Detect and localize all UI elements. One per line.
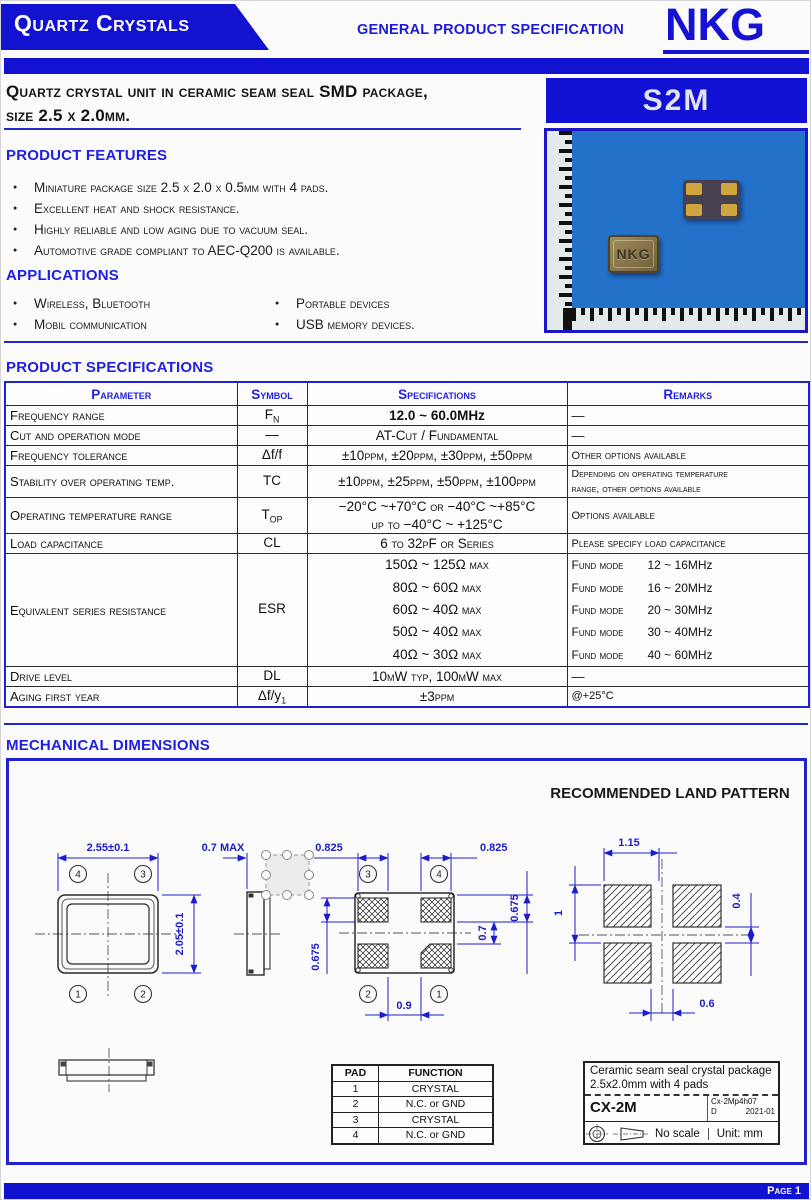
- spec-row-cut-mode: Cut and operation mode — AT-Cut / Fundamental —: [5, 426, 809, 446]
- pad-table-row: 2 N.C. or GND: [332, 1097, 493, 1113]
- applications-col1: [1, 293, 271, 335]
- page-title-line2: size 2.5 x 2.0mm.: [6, 106, 131, 125]
- dim-pad-height-right: 0.675: [509, 894, 521, 922]
- crystal-pad: [721, 204, 737, 216]
- specifications-table: [4, 381, 810, 708]
- function-col-header: FUNCTION: [379, 1065, 494, 1081]
- spec-row-load-capacitance: Load capacitance CL 6 to 32pF or Series Please specify load capacitance: [5, 534, 809, 554]
- side-view-drawing: [202, 842, 314, 975]
- company-logo: NKG: [665, 0, 765, 50]
- pad-number-1: [70, 986, 87, 1003]
- pad-table-row: 1 CRYSTAL: [332, 1081, 493, 1097]
- title-block-scale-row: [585, 1122, 778, 1146]
- photo-ruler-bottom: [572, 308, 805, 330]
- specifications-heading: PRODUCT SPECIFICATIONS: [6, 359, 214, 376]
- part-number: CX-2M: [590, 1099, 637, 1117]
- svg-text:3: 3: [365, 869, 371, 881]
- feature-item: ● Miniature package size 2.5 x 2.0 x 0.5mm with 4 pads.: [1, 177, 541, 198]
- crystal-lid: [613, 240, 654, 268]
- pad-number-2: [360, 986, 377, 1003]
- dim-land-width: 1.15: [618, 837, 640, 849]
- logo-underline: [663, 50, 809, 54]
- col-remarks: Remarks: [567, 382, 809, 406]
- title-block-description: Ceramic seam seal crystal package 2.5x2.0mm with 4 pads: [585, 1063, 778, 1096]
- model-badge: [546, 78, 807, 123]
- spec-row-frequency-range: Frequency range $F_N$ 12.0 ~ 60.0MHz —: [5, 406, 809, 426]
- dim-body-height: 2.05±0.1: [174, 912, 186, 956]
- dim-land-pitch: 1: [553, 909, 565, 917]
- spec-header-row: [5, 382, 809, 406]
- applications-heading: APPLICATIONS: [6, 267, 119, 284]
- third-angle-projection-icon: [585, 1123, 651, 1145]
- unit-note: Unit: mm: [708, 1128, 763, 1140]
- header-bar: [4, 58, 809, 74]
- banner-title: Quartz Crystals: [14, 10, 190, 36]
- section-separator: [4, 723, 808, 725]
- dim-pad-width-right: 0.825: [480, 842, 508, 854]
- profile-view-drawing: [59, 1048, 154, 1092]
- crystal-face-down: [683, 180, 740, 219]
- features-heading: PRODUCT FEATURES: [6, 147, 168, 164]
- svg-text:1: 1: [436, 989, 442, 1001]
- photo-ruler-corner: [547, 308, 572, 330]
- svg-text:1: 1: [75, 989, 81, 1001]
- feature-item: ● Excellent heat and shock resistance.: [1, 198, 541, 219]
- page-footer: Page 1: [4, 1183, 809, 1200]
- photo-ruler-left: [547, 131, 572, 308]
- svg-text:2: 2: [365, 989, 371, 1001]
- pad-function-table: [331, 1064, 494, 1145]
- dim-land-gap-horizontal: 0.6: [699, 998, 715, 1010]
- revision-date: 2021-01: [745, 1107, 775, 1117]
- pad-number-2: [135, 986, 152, 1003]
- bottom-view-drawing: [310, 842, 533, 1021]
- spec-row-aging: Aging first year $\Delta f/y_1$ ±3ppm @+25°C: [5, 687, 809, 707]
- spec-row-frequency-tolerance: Frequency tolerance Δf/f ±10ppm, ±20ppm, ±30ppm, ±50ppm Other options available: [5, 446, 809, 466]
- svg-text:2: 2: [140, 989, 146, 1001]
- section-separator: [4, 341, 808, 343]
- title-block-part-row: [585, 1096, 778, 1122]
- page-title: [6, 80, 541, 128]
- drawing-title-block: [583, 1061, 780, 1145]
- mechanical-heading: MECHANICAL DIMENSIONS: [6, 737, 210, 754]
- pad-number-3: [135, 866, 152, 883]
- dim-pad-gap-vertical: 0.7: [477, 925, 489, 941]
- application-item: ● Wireless, Bluetooth: [1, 293, 271, 314]
- feature-item: ● Automotive grade compliant to AEC-Q200 is available.: [1, 240, 541, 261]
- doc-code: Cx-2Mp4h07: [711, 1097, 757, 1107]
- pad-number-3: [360, 866, 377, 883]
- doc-code-cell: [707, 1096, 778, 1121]
- product-photo: [544, 128, 808, 333]
- doc-type-label: GENERAL PRODUCT SPECIFICATION: [357, 22, 625, 38]
- pad-col-header: PAD: [332, 1065, 379, 1081]
- crystal-pad: [686, 204, 702, 216]
- scale-note: No scale: [655, 1128, 700, 1141]
- application-item: ● Mobil communication: [1, 314, 271, 335]
- top-view-drawing: [35, 842, 201, 1003]
- spec-row-operating-temp: Operating temperature range $T_{OP}$ −20°C ~+70°C or −40°C ~+85°C up to −40°C ~ +125°C Options available: [5, 498, 809, 534]
- pad-table-row: 4 N.C. or GND: [332, 1128, 493, 1144]
- land-pattern-title: RECOMMENDED LAND PATTERN: [550, 785, 790, 802]
- pad-table-row: 3 CRYSTAL: [332, 1112, 493, 1128]
- crystal-face-up: [608, 235, 659, 273]
- crystal-pad: [686, 183, 702, 195]
- col-specifications: Specifications: [307, 382, 567, 406]
- svg-text:3: 3: [140, 869, 146, 881]
- feature-item: ● Highly reliable and low aging due to vacuum seal.: [1, 219, 541, 240]
- mechanical-drawing-area: [6, 758, 807, 1165]
- pad-number-4: [70, 866, 87, 883]
- col-symbol: Symbol: [237, 382, 307, 406]
- model-name: S2M: [642, 83, 711, 117]
- crystal-marking: NKG: [616, 246, 651, 262]
- application-item: ● USB memory devices.: [263, 314, 523, 335]
- dim-land-gap-vertical: 0.4: [731, 893, 743, 909]
- applications-col2: [263, 293, 523, 335]
- application-item: ● Portable devices: [263, 293, 523, 314]
- page-title-line1: Quartz crystal unit in ceramic seam seal SMD package,: [6, 82, 428, 101]
- dim-pad-width-left: 0.825: [315, 842, 343, 854]
- crystal-pad: [721, 183, 737, 195]
- dim-body-width: 2.55±0.1: [86, 842, 130, 854]
- spec-row-stability: Stability over operating temp. TC ±10ppm, ±25ppm, ±50ppm, ±100ppm Depending on operating temperature range, other options available: [5, 466, 809, 498]
- dim-pad-gap-bottom: 0.9: [396, 1000, 412, 1012]
- pad-number-4: [431, 866, 448, 883]
- spec-row-esr: Equivalent series resistance ESR 150Ω ~ 125Ω max 80Ω ~ 60Ω max 60Ω ~ 40Ω max 50Ω ~ 40Ω max 40Ω ~ 30Ω max Fund mode 12 ~ 16MHz Fund mode 16 ~ 20MHz Fund mode 20 ~ 30MHz Fund mode 30 ~ 40MHz Fund mode 40 ~ 60MHz: [5, 554, 809, 667]
- seal-pattern-overlay: [262, 851, 314, 900]
- col-parameter: Parameter: [5, 382, 237, 406]
- dim-thickness: 0.7 MAX: [201, 842, 245, 854]
- features-list: [1, 177, 541, 261]
- title-separator: [4, 128, 521, 130]
- dim-pad-height-left: 0.675: [310, 943, 322, 971]
- svg-text:4: 4: [436, 869, 442, 881]
- svg-text:4: 4: [75, 869, 81, 881]
- revision: D: [711, 1107, 717, 1117]
- pad-number-1: [431, 986, 448, 1003]
- pad-table-header: [332, 1065, 493, 1081]
- land-pattern-drawing: [553, 837, 759, 1021]
- spec-row-drive-level: Drive level DL 10μW typ, 100μW max —: [5, 667, 809, 687]
